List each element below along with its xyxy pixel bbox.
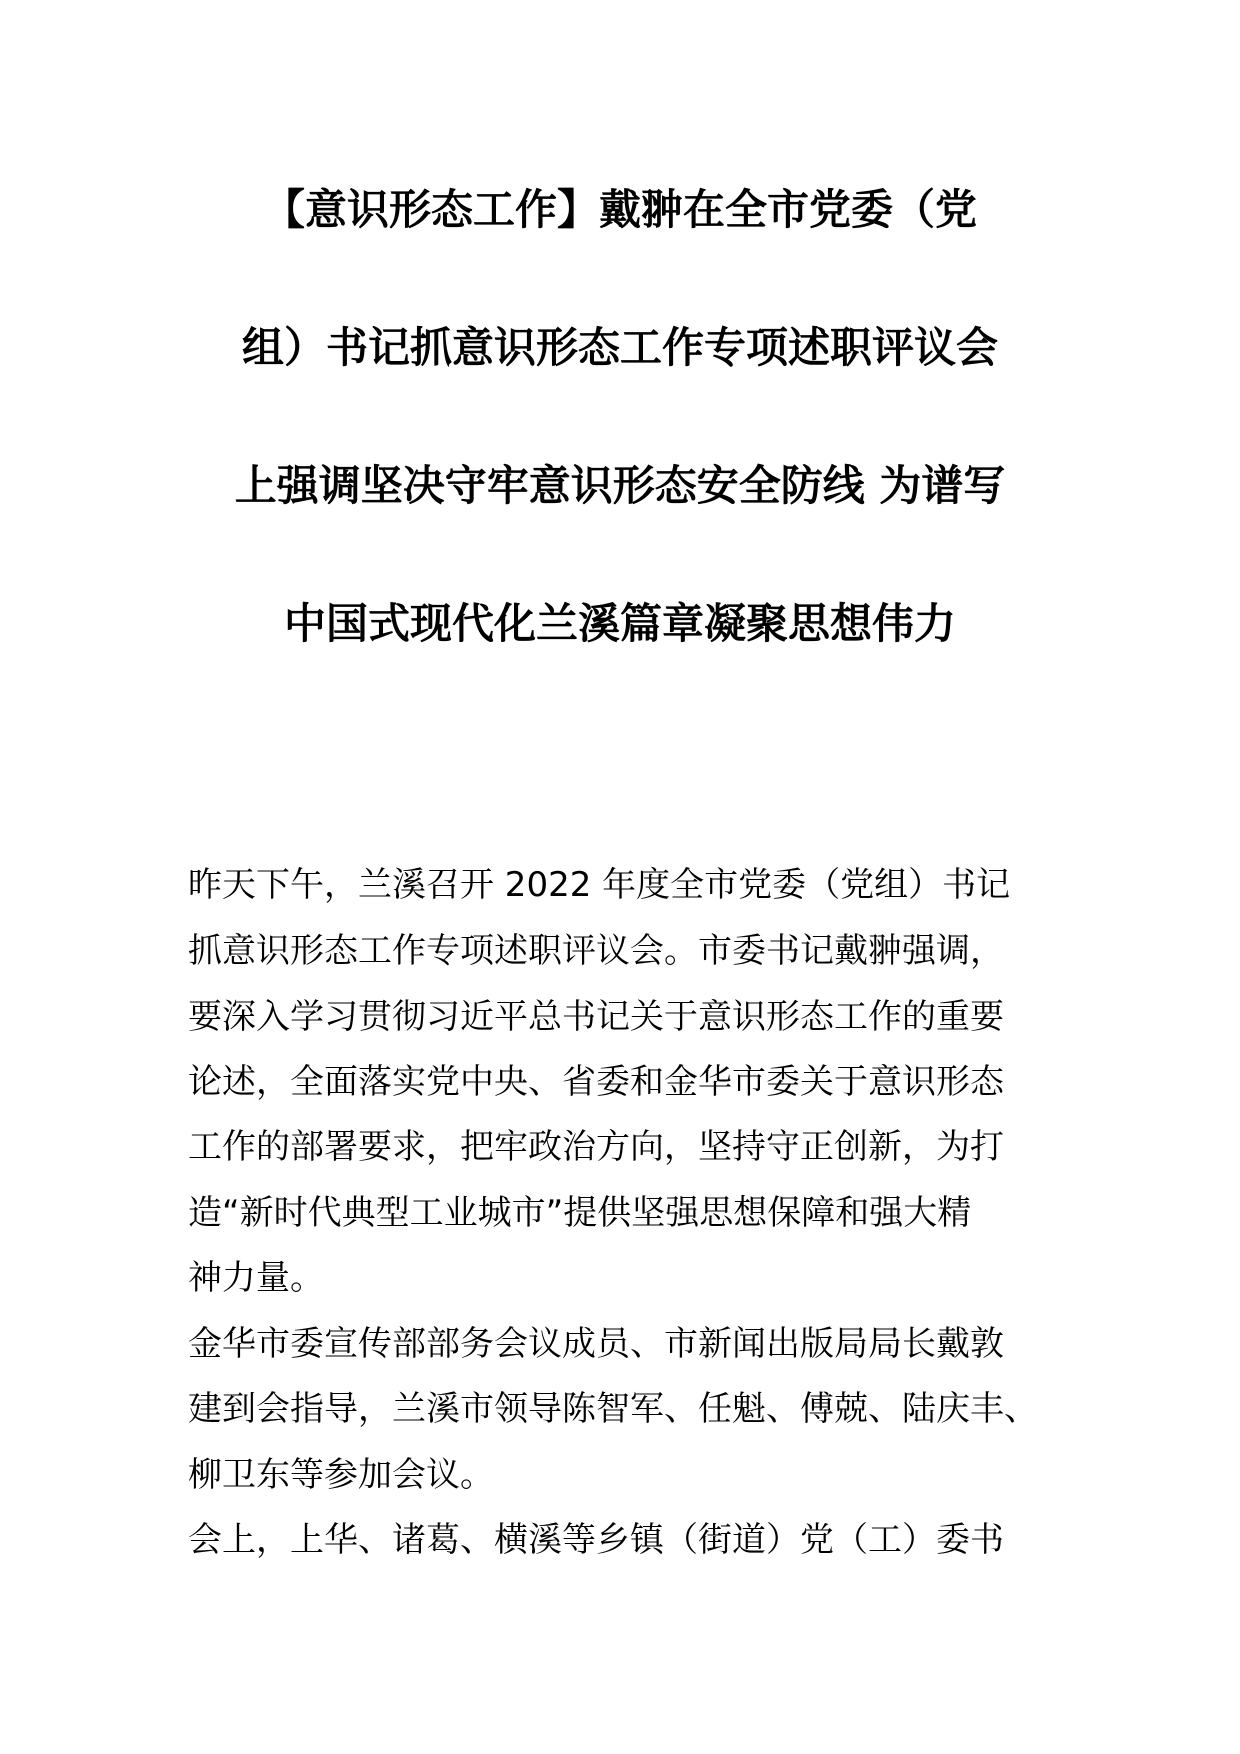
title-line-3: 上强调坚决守牢意识形态安全防线 为谱写 [234, 461, 1006, 510]
title-line-2: 组）书记抓意识形态工作专项述职评议会 [241, 323, 998, 372]
paragraph-line: 金华市委宣传部部务会议成员、市新闻出版局局长戴敦 [188, 1324, 1004, 1364]
paragraph-line: 昨天下午，兰溪召开 2022 年度全市党委（党组）书记 [188, 865, 1011, 905]
paragraph-line: 会上，上华、诸葛、横溪等乡镇（街道）党（工）委书 [188, 1520, 1004, 1560]
paragraph-line: 造“新时代典型工业城市”提供坚强思想保障和强大精 [188, 1193, 972, 1233]
paragraph-line: 建到会指导，兰溪市领导陈智军、任魁、傅兢、陆庆丰、 [188, 1389, 1038, 1429]
paragraph-line: 工作的部署要求，把牢政治方向，坚持守正创新，为打 [188, 1127, 1004, 1167]
paragraph-line: 论述，全面落实党中央、省委和金华市委关于意识形态 [188, 1062, 1004, 1102]
title-line-1: 【意识形态工作】戴翀在全市党委（党 [262, 185, 977, 234]
title-line-4: 中国式现代化兰溪篇章凝聚思想伟力 [283, 599, 956, 648]
paragraph-line: 神力量。 [188, 1258, 324, 1298]
paragraph-line: 要深入学习贯彻习近平总书记关于意识形态工作的重要 [188, 997, 1004, 1037]
paragraph-line: 柳卫东等参加会议。 [188, 1455, 494, 1495]
paragraph-line: 抓意识形态工作专项述职评议会。市委书记戴翀强调， [188, 931, 1004, 971]
